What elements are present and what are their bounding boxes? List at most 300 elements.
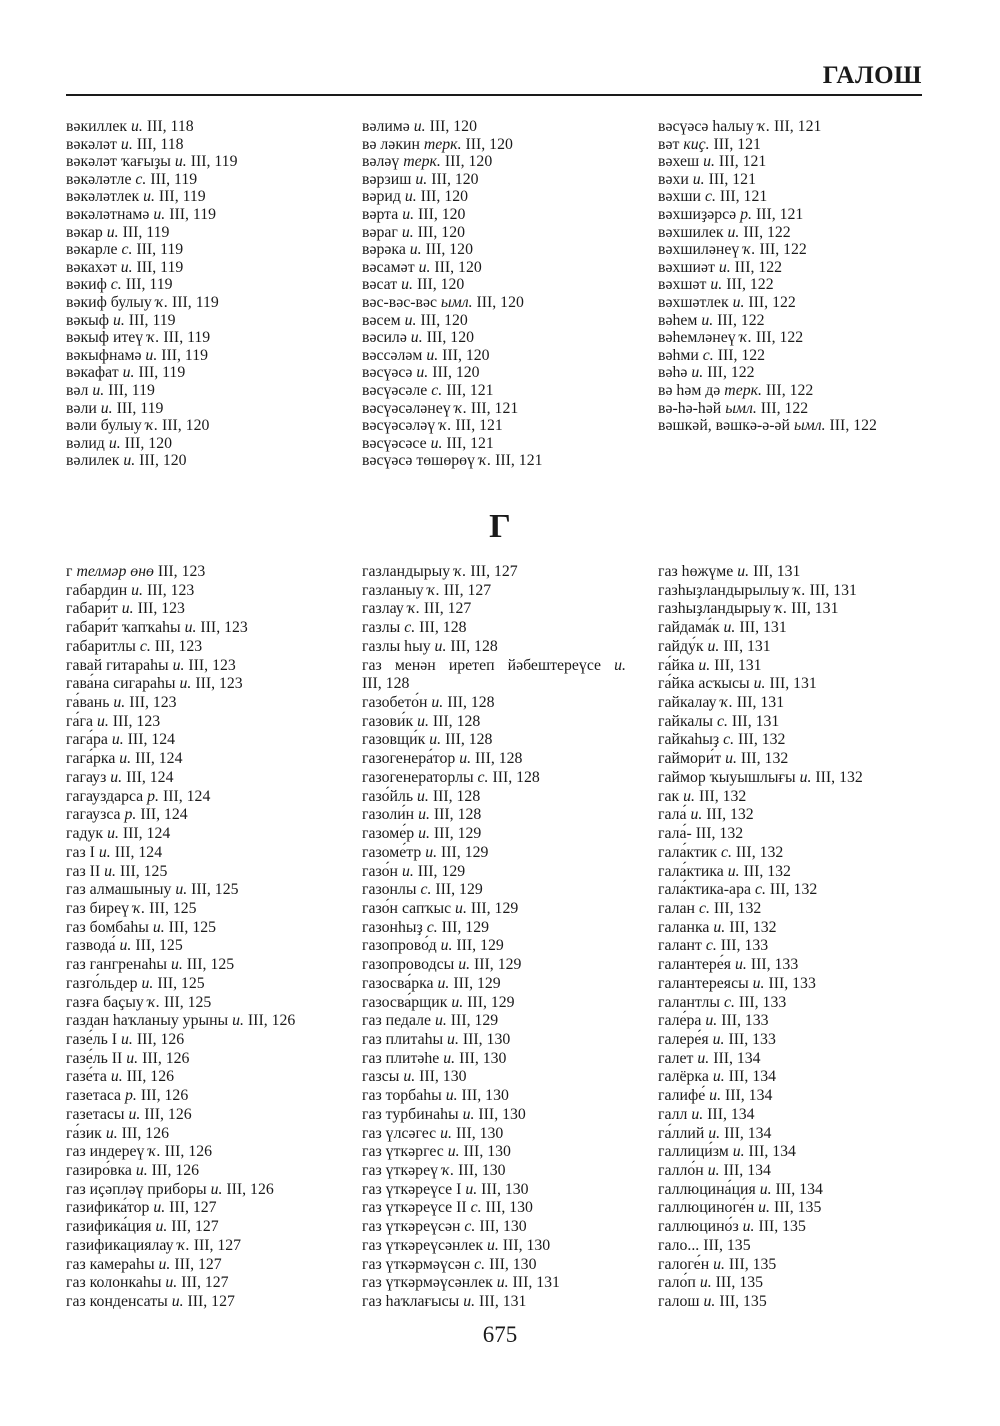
headword: вәсүәсә xyxy=(362,364,413,382)
page-reference: III, 118 xyxy=(146,118,194,135)
page-reference: III, 123 xyxy=(195,675,243,693)
headword: галлици́зм xyxy=(658,1143,729,1161)
page-reference: III, 134 xyxy=(723,1162,771,1179)
headword: газифика́тор xyxy=(66,1199,150,1217)
headword: габаритлы xyxy=(66,637,136,655)
headword: галёрка xyxy=(658,1068,709,1086)
headword: газиро́вка xyxy=(66,1162,132,1179)
index-entry xyxy=(362,153,543,171)
headword: газ плитәһе xyxy=(362,1049,440,1067)
page-reference: III, 133 xyxy=(738,993,787,1011)
headword: газлы һыу xyxy=(362,637,431,655)
index-entry xyxy=(658,563,863,582)
headword: вәкәләт ҡағыҙы xyxy=(66,153,171,171)
grammar-label: и. xyxy=(683,787,695,805)
headword: газ үткәреүсәнлек xyxy=(362,1236,484,1254)
index-entry xyxy=(66,1256,295,1275)
index-entry xyxy=(362,863,626,882)
grammar-label: и. xyxy=(742,1218,755,1236)
index-entry xyxy=(362,417,543,435)
page-reference: III, 129 xyxy=(441,918,490,936)
grammar-label: ҡ. xyxy=(145,417,159,435)
index-entry xyxy=(658,1237,863,1256)
grammar-label: и. xyxy=(153,1199,166,1217)
index-entry xyxy=(658,294,877,312)
grammar-label: и. xyxy=(410,329,423,347)
grammar-label: и. xyxy=(418,258,431,276)
index-entry xyxy=(658,694,863,713)
headword: вәрид xyxy=(362,188,401,206)
headword: гала́ктика-ара xyxy=(658,881,751,899)
headword: гагауздарса xyxy=(66,787,144,805)
page-reference: III, 135 xyxy=(728,1255,777,1273)
page-reference: III, 120 xyxy=(418,205,466,223)
index-entry xyxy=(658,881,863,900)
page-reference: III, 134 xyxy=(724,1087,773,1105)
headword: вәрзиш xyxy=(362,170,412,188)
section-letter: Г xyxy=(489,508,511,545)
index-entry xyxy=(658,731,863,750)
headword: вәкәләтнамә xyxy=(66,205,150,223)
index-entry xyxy=(658,364,877,382)
headword: вәсат xyxy=(362,276,398,294)
index-entry xyxy=(658,1106,863,1125)
headword: вәкәләт xyxy=(66,135,117,153)
index-entry xyxy=(658,400,877,418)
page-reference: III, 123 xyxy=(188,656,236,674)
index-entry xyxy=(658,975,863,994)
headword: га́га xyxy=(66,712,93,730)
headword: гаймор ҡыуышлығы xyxy=(658,768,796,786)
index-entry xyxy=(362,1087,626,1106)
grammar-label: и. xyxy=(709,1087,722,1105)
headword: галлюцина́ция xyxy=(658,1180,756,1198)
page-reference: III, 121 xyxy=(718,153,767,171)
index-entry xyxy=(362,638,626,657)
index-entry xyxy=(362,1162,626,1181)
index-entry xyxy=(362,136,543,154)
grammar-label: ҡ. xyxy=(743,241,756,259)
index-entry xyxy=(362,118,543,136)
page-reference: III, 120 xyxy=(476,293,524,311)
grammar-label: и. xyxy=(112,311,125,329)
page-reference: III, 125 xyxy=(163,993,212,1011)
index-entry xyxy=(362,1293,626,1312)
page-reference: III, 132 xyxy=(815,768,863,786)
page-reference: III, 120 xyxy=(420,188,469,206)
index-entry xyxy=(66,452,237,470)
index-entry xyxy=(362,382,543,400)
headword: вәкыф итеү xyxy=(66,329,144,347)
page-reference: III, 121 xyxy=(719,188,768,206)
headword: гага́ра xyxy=(66,731,108,749)
grammar-label: ымл. xyxy=(725,399,757,417)
page-reference: III, 119 xyxy=(150,170,198,188)
grammar-label: и. xyxy=(691,364,704,382)
index-entry xyxy=(362,750,626,769)
page-reference: III, 135 xyxy=(715,1274,764,1292)
headword: вәсүәсә һалыу xyxy=(658,118,754,135)
grammar-label: с. xyxy=(470,1199,482,1217)
page-reference: III, 122 xyxy=(717,311,765,329)
page-reference: III, 131 xyxy=(736,694,785,712)
grammar-label: и. xyxy=(92,381,105,399)
grammar-label: и. xyxy=(701,311,714,329)
index-entry xyxy=(658,153,877,171)
page-reference: III, 135 xyxy=(703,1236,751,1254)
page-reference: III, 128 xyxy=(475,750,523,768)
headword: газоме́р xyxy=(362,825,415,843)
grammar-label: и. xyxy=(713,918,726,936)
grammar-label: и. xyxy=(430,434,443,452)
headword: газ һаҡлағысы xyxy=(362,1293,460,1311)
headword: вәли булыу xyxy=(66,417,142,435)
headword: вәхшилек xyxy=(658,223,724,241)
grammar-label: с. xyxy=(720,843,732,861)
page-reference: III, 120 xyxy=(431,170,479,188)
index-entry xyxy=(658,1274,863,1293)
page-reference: III, 126 xyxy=(226,1180,274,1198)
index-entry xyxy=(66,1087,295,1106)
headword: газоме́тр xyxy=(362,843,422,861)
index-entry xyxy=(658,312,877,330)
page-reference: III, 129 xyxy=(417,862,466,880)
grammar-label: ҡ. xyxy=(793,581,806,599)
headword: гайдама́к xyxy=(658,619,720,637)
header-rule xyxy=(66,94,922,96)
index-column-2-lower xyxy=(362,563,626,1312)
headword: газосва́рка xyxy=(362,974,434,992)
grammar-label: и. xyxy=(119,937,132,955)
headword: вәләү xyxy=(362,153,400,171)
headword: вәкиллек xyxy=(66,118,128,135)
headword: газго́льдер xyxy=(66,974,138,992)
grammar-label: терк. xyxy=(403,153,441,171)
headword: газо́н сапҡыс xyxy=(362,899,452,917)
grammar-label: с. xyxy=(702,346,714,364)
grammar-label: и. xyxy=(123,452,136,470)
index-entry xyxy=(362,713,626,732)
page-reference: III, 119 xyxy=(169,205,216,223)
page-reference: III, 120 xyxy=(432,364,480,382)
grammar-label: ҡ. xyxy=(132,899,146,917)
headword: га́ллий xyxy=(658,1124,705,1142)
grammar-label: и. xyxy=(232,1012,244,1030)
page-reference: III, 128 xyxy=(362,675,410,693)
page-reference: III, 132 xyxy=(738,731,786,749)
page-reference: III, 120 xyxy=(444,153,493,171)
page-reference: III, 131 xyxy=(769,675,817,693)
page-reference: III, 129 xyxy=(470,899,519,917)
page-reference: III, 127 xyxy=(187,1293,235,1311)
grammar-label: и. xyxy=(759,1180,772,1198)
index-entry xyxy=(66,657,295,676)
index-entry xyxy=(362,347,543,365)
headword: газ II xyxy=(66,862,101,880)
page-reference: III, 126 xyxy=(142,1049,190,1067)
grammar-label: и. xyxy=(172,656,185,674)
headword: газға баҫыу xyxy=(66,993,144,1011)
page-reference: III, 130 xyxy=(459,1049,507,1067)
page-reference: III, 131 xyxy=(791,600,839,618)
page-reference: III, 129 xyxy=(450,1012,499,1030)
headword: габари́т xyxy=(66,600,118,618)
headword: газогенера́тор xyxy=(362,750,456,768)
page-reference: III, 119 xyxy=(172,293,219,311)
index-entry xyxy=(66,1199,295,1218)
grammar-label: и. xyxy=(143,188,155,206)
headword: газе́та xyxy=(66,1068,107,1086)
page-number: 675 xyxy=(482,1322,518,1347)
headword: вәһә xyxy=(658,364,688,382)
index-entry xyxy=(658,241,877,259)
page-reference: III, 118 xyxy=(136,135,184,153)
grammar-label: с. xyxy=(426,918,438,936)
index-entry xyxy=(66,224,237,242)
index-entry xyxy=(66,241,237,259)
headword: газ биреү xyxy=(66,899,129,917)
grammar-label: ҡ. xyxy=(454,399,467,417)
headword: вә һәм дә xyxy=(658,381,721,399)
grammar-label: с. xyxy=(754,881,766,899)
headword: вәрәка xyxy=(362,241,406,259)
grammar-label: и. xyxy=(403,1068,416,1086)
index-entry xyxy=(362,563,626,582)
index-entry xyxy=(362,241,543,259)
page-reference: III, 130 xyxy=(462,1030,511,1048)
headword: газонһыҙ xyxy=(362,918,423,936)
headword: гагаузса xyxy=(66,806,121,824)
index-entry xyxy=(66,188,237,206)
page-reference: III, 133 xyxy=(768,974,816,992)
index-entry xyxy=(362,881,626,900)
grammar-label: и. xyxy=(462,1105,475,1123)
grammar-label: ҡ. xyxy=(774,600,788,618)
page-reference: III, 127 xyxy=(193,1236,242,1254)
grammar-label: и. xyxy=(735,956,747,974)
grammar-label: и. xyxy=(692,170,705,188)
page-reference: III, 121 xyxy=(774,118,822,135)
index-entry xyxy=(658,1068,863,1087)
index-entry xyxy=(66,435,237,453)
index-column-2-upper xyxy=(362,118,543,470)
index-entry xyxy=(658,825,863,844)
headword: вәсүәсәләү xyxy=(362,417,436,435)
grammar-label: ҡ. xyxy=(407,600,420,618)
index-entry xyxy=(362,619,626,638)
index-entry xyxy=(362,329,543,347)
index-entry xyxy=(658,1031,863,1050)
index-entry xyxy=(66,900,295,919)
headword: вәт xyxy=(658,135,680,153)
grammar-label: и. xyxy=(708,1124,721,1142)
page-reference: III, 132 xyxy=(735,843,784,861)
index-entry xyxy=(66,937,295,956)
page-reference: III, 127 xyxy=(470,563,518,580)
page-reference: III, 134 xyxy=(707,1105,755,1123)
page-reference: III, 128 xyxy=(445,731,493,749)
page-reference: III, 124 xyxy=(162,787,211,805)
index-entry xyxy=(362,769,626,788)
index-entry xyxy=(658,1199,863,1218)
index-entry xyxy=(658,769,863,788)
headword: вәкыф xyxy=(66,311,109,329)
index-entry xyxy=(66,118,237,136)
page-reference: III, 122 xyxy=(726,276,774,294)
page-reference: III, 126 xyxy=(164,1143,213,1161)
index-entry xyxy=(66,1162,295,1181)
headword: гале́ра xyxy=(658,1012,702,1030)
index-entry xyxy=(66,259,237,277)
grammar-label: с. xyxy=(121,241,133,259)
index-entry xyxy=(658,600,863,619)
grammar-label: и. xyxy=(496,1274,509,1292)
page-reference: III, 127 xyxy=(181,1274,229,1292)
page-reference: III, 125 xyxy=(168,918,217,936)
page-reference: III, 121 xyxy=(455,417,503,435)
page-reference: III, 130 xyxy=(455,1124,504,1142)
grammar-label: и. xyxy=(110,768,123,786)
page-reference: III, 119 xyxy=(136,241,184,259)
page-reference: III, 133 xyxy=(721,1012,769,1030)
grammar-label: с. xyxy=(404,619,416,637)
page-reference: III, 127 xyxy=(169,1199,217,1217)
grammar-label: и. xyxy=(105,1124,118,1142)
index-entry xyxy=(658,171,877,189)
headword: вәкахәт xyxy=(66,258,117,276)
headword: галет xyxy=(658,1049,694,1067)
page-reference: III, 131 xyxy=(479,1293,527,1311)
page-reference: III, 119 xyxy=(158,188,206,206)
grammar-label: терк. xyxy=(423,135,462,153)
headword: газификациялау xyxy=(66,1236,174,1254)
headword: гало́п xyxy=(658,1274,696,1292)
index-entry xyxy=(362,1237,626,1256)
index-entry xyxy=(66,1125,295,1144)
headword: гадук xyxy=(66,825,104,843)
page-reference: III, 120 xyxy=(425,241,473,259)
page-reference: III, 126 xyxy=(121,1124,170,1142)
headword: вәсүәсә төшөрөү xyxy=(362,452,475,470)
grammar-label: и. xyxy=(732,293,745,311)
page-reference: III, 123 xyxy=(146,581,195,599)
index-entry xyxy=(66,1143,295,1162)
index-entry xyxy=(658,863,863,882)
headword: газ үткәреүсән xyxy=(362,1218,461,1236)
page-reference: III, 134 xyxy=(713,1049,761,1067)
headword: газо́н xyxy=(362,862,398,880)
headword: вәс-вәс-вәс xyxy=(362,293,437,311)
grammar-label: с. xyxy=(139,637,151,655)
index-entry xyxy=(362,1218,626,1237)
index-entry xyxy=(66,844,295,863)
page-reference: III, 122 xyxy=(759,241,807,259)
page-reference: III, 120 xyxy=(417,223,466,241)
page-reference: III, 129 xyxy=(433,825,482,843)
page-reference: III, 123 xyxy=(137,600,185,618)
page-reference: III, 130 xyxy=(419,1068,467,1086)
grammar-label: и. xyxy=(447,1030,459,1048)
page-reference: III, 122 xyxy=(717,346,766,364)
grammar-label: и. xyxy=(447,1143,460,1161)
index-entry xyxy=(362,1012,626,1031)
index-entry xyxy=(658,1143,863,1162)
index-entry xyxy=(362,452,543,470)
grammar-label: и. xyxy=(707,1162,720,1179)
headword: газланыу xyxy=(362,581,424,599)
grammar-label: р. xyxy=(147,787,160,805)
grammar-label: и. xyxy=(131,118,143,135)
headword: вәкәләтлек xyxy=(66,188,140,206)
page-reference: III, 120 xyxy=(465,135,513,153)
headword: гайду́к xyxy=(658,637,704,655)
page-reference: III, 128 xyxy=(447,694,495,712)
grammar-label: и. xyxy=(415,170,428,188)
page-reference: III, 121 xyxy=(495,452,543,470)
headword: газ үткәрмәүсәнлек xyxy=(362,1274,493,1292)
page-reference: III, 119 xyxy=(190,153,238,171)
headword: га́йка xyxy=(658,656,695,674)
page-reference: III, 125 xyxy=(191,881,239,899)
grammar-label: и. xyxy=(404,188,417,206)
page-reference: III, 130 xyxy=(502,1236,551,1254)
headword: газопроводсы xyxy=(362,956,455,974)
index-entry xyxy=(658,382,877,400)
index-column-1-lower xyxy=(66,563,295,1312)
page-reference: III, 128 xyxy=(492,768,540,786)
headword: газ бомбаһы xyxy=(66,918,149,936)
headword: гала́ xyxy=(658,806,687,824)
grammar-label: и. xyxy=(413,118,426,135)
index-entry xyxy=(362,788,626,807)
grammar-label: с. xyxy=(110,276,122,294)
grammar-label: и. xyxy=(175,881,188,899)
grammar-label: и. xyxy=(418,825,430,843)
page-reference: III, 125 xyxy=(135,937,183,955)
grammar-label: и. xyxy=(416,364,429,382)
page-reference: III, 119 xyxy=(136,258,184,276)
grammar-label: ҡ. xyxy=(478,452,492,470)
page-reference: III, 124 xyxy=(114,843,163,861)
index-entry xyxy=(66,825,295,844)
page-reference: III, 134 xyxy=(724,1124,772,1142)
page-reference: III, 121 xyxy=(470,399,519,417)
index-entry xyxy=(362,1106,626,1125)
headword: газ үткәреү xyxy=(362,1162,438,1179)
grammar-label: с. xyxy=(723,993,735,1011)
headword: газонлы xyxy=(362,881,417,899)
grammar-label: и. xyxy=(718,258,731,276)
headword: гаймори́т xyxy=(658,750,722,768)
headword: вәраг xyxy=(362,223,398,241)
index-entry xyxy=(66,400,237,418)
grammar-label: и. xyxy=(712,1030,725,1048)
index-entry xyxy=(66,1237,295,1256)
page-reference: III, 130 xyxy=(478,1105,526,1123)
grammar-label: терк. xyxy=(724,381,762,399)
page-reference: III, 122 xyxy=(760,399,809,417)
grammar-label: и. xyxy=(463,1293,476,1311)
page-reference: III, 127 xyxy=(171,1218,219,1236)
page-reference: III, 135 xyxy=(758,1218,806,1236)
grammar-label: и. xyxy=(723,619,736,637)
page-reference: III, 122 xyxy=(755,329,804,347)
headword: галан xyxy=(658,899,695,917)
headword: газ һөжүме xyxy=(658,563,734,580)
index-entry xyxy=(362,600,626,619)
page-reference: III, 128 xyxy=(432,787,481,805)
grammar-label: и. xyxy=(401,223,414,241)
